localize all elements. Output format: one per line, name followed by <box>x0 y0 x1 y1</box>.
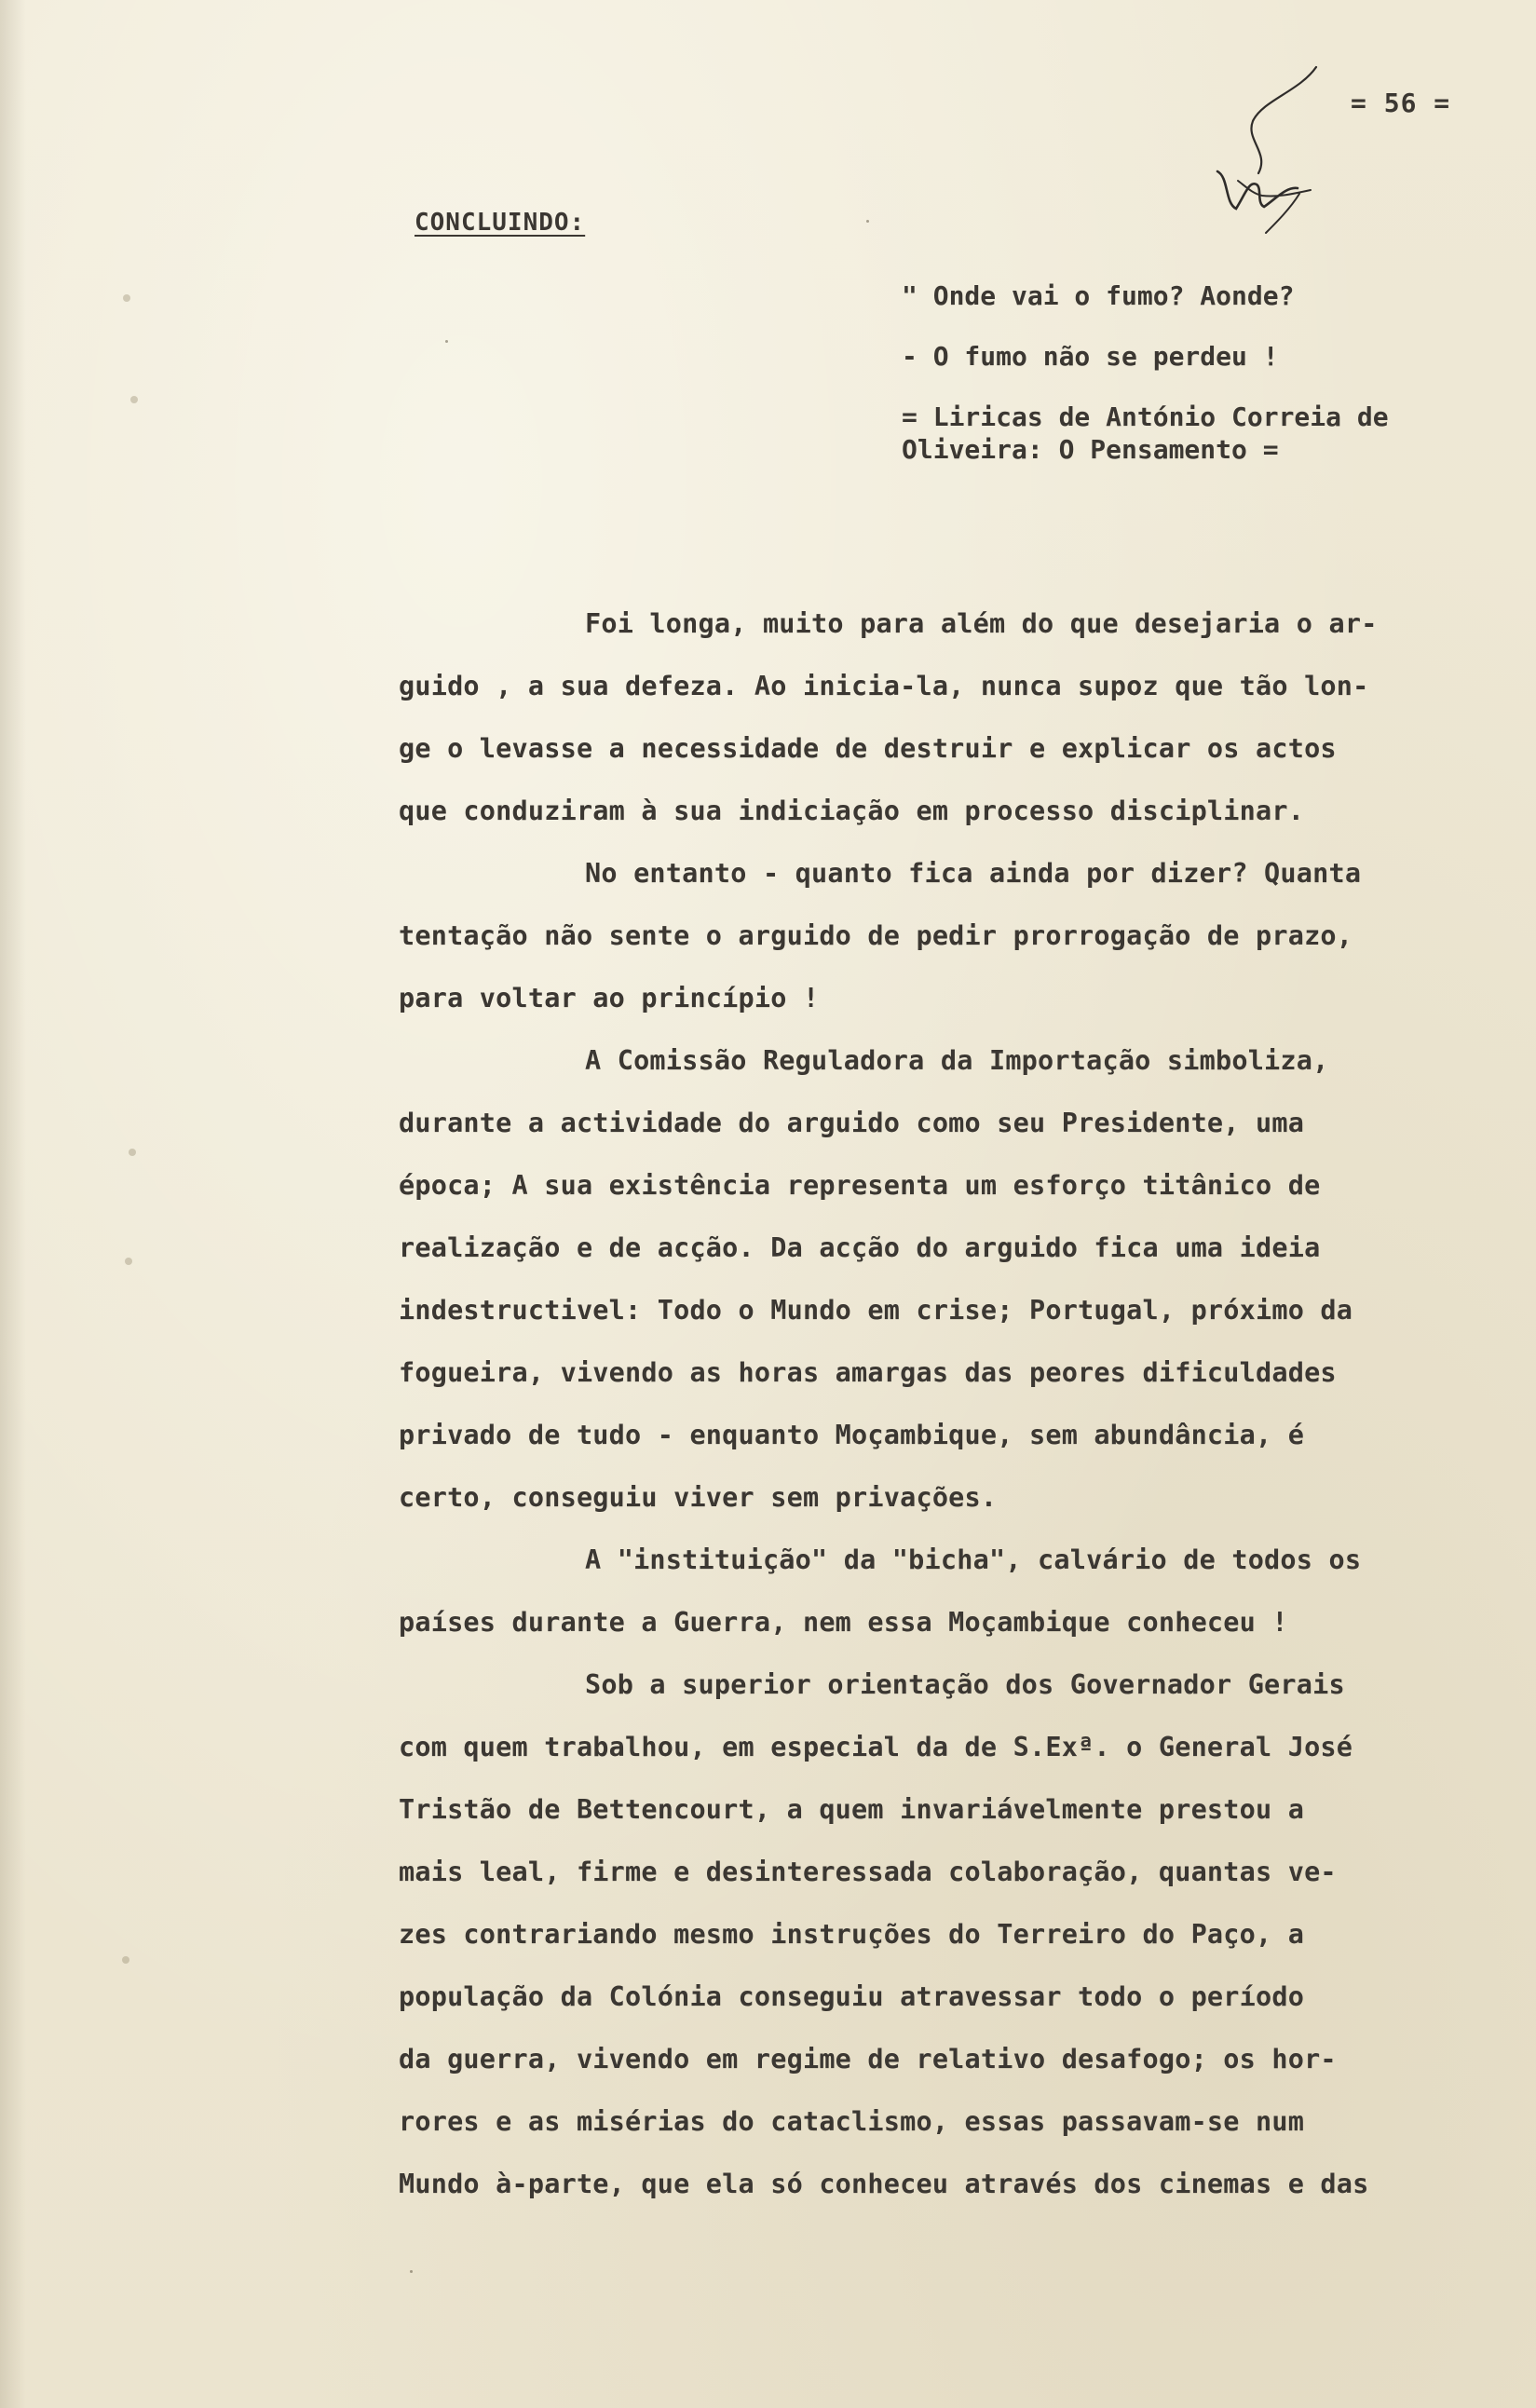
text-line: No entanto - quanto fica ainda por dizer? Quanta <box>585 858 1362 889</box>
text-line: com quem trabalhou, em especial da de S.Exª. o General José <box>399 1732 1353 1762</box>
text-line: indestructivel: Todo o Mundo em crise; Portugal, próximo da <box>399 1295 1353 1326</box>
text-line: época; A sua existência representa um esforço titânico de <box>399 1170 1321 1201</box>
punch-mark <box>125 1258 132 1265</box>
text-line: para voltar ao princípio ! <box>399 983 820 1014</box>
text-line: realização e de acção. Da acção do arguido fica uma ideia <box>399 1232 1321 1263</box>
text-line: tentação não sente o arguido de pedir prorrogação de prazo, <box>399 920 1353 951</box>
page-number: = 56 = <box>1351 88 1451 118</box>
handwritten-initials <box>1197 63 1327 240</box>
epigraph-line: " Onde vai o fumo? Aonde? <box>902 280 1295 311</box>
punch-mark <box>130 396 138 403</box>
text-line: da guerra, vivendo em regime de relativo desafogo; os hor- <box>399 2044 1337 2075</box>
paper-speck <box>445 340 448 343</box>
epigraph-line: - O fumo não se perdeu ! <box>902 341 1279 372</box>
text-line: rores e as misérias do cataclismo, essas passavam-se num <box>399 2106 1305 2137</box>
text-line: privado de tudo - enquanto Moçambique, sem abundância, é <box>399 1420 1305 1450</box>
page-edge-shadow <box>0 0 26 2408</box>
text-line: A Comissão Reguladora da Importação simboliza, <box>585 1045 1329 1076</box>
punch-mark <box>123 294 130 302</box>
text-line: A "instituição" da "bicha", calvário de todos os <box>585 1544 1362 1575</box>
text-line: fogueira, vivendo as horas amargas das peores dificuldades <box>399 1357 1337 1388</box>
punch-mark <box>129 1149 136 1156</box>
text-line: Foi longa, muito para além do que desejaria o ar- <box>585 608 1378 639</box>
body-text <box>399 592 1507 2215</box>
epigraph-attribution-line: Oliveira: O Pensamento = <box>902 434 1279 465</box>
text-line: ge o levasse a necessidade de destruir e explicar os actos <box>399 733 1337 764</box>
text-line: mais leal, firme e desinteressada colaboração, quantas ve- <box>399 1857 1337 1887</box>
text-line: certo, conseguiu viver sem privações. <box>399 1482 998 1513</box>
paper-speck <box>866 220 869 223</box>
section-heading: CONCLUINDO: <box>415 209 586 237</box>
epigraph <box>902 279 1507 466</box>
epigraph-line: = Liricas de António Correia de <box>902 401 1389 432</box>
punch-mark <box>122 1956 129 1964</box>
text-line: que conduziram à sua indiciação em processo disciplinar. <box>399 796 1305 826</box>
text-line: Tristão de Bettencourt, a quem invariávelmente prestou a <box>399 1794 1305 1825</box>
text-line: guido , a sua defeza. Ao inicia-la, nunca supoz que tão lon- <box>399 671 1369 701</box>
text-line: Mundo à-parte, que ela só conheceu através dos cinemas e das <box>399 2169 1369 2199</box>
text-line: população da Colónia conseguiu atravessar todo o período <box>399 1981 1305 2012</box>
text-line: durante a actividade do arguido como seu Presidente, uma <box>399 1108 1305 1138</box>
text-line: zes contrariando mesmo instruções do Terreiro do Paço, a <box>399 1919 1305 1950</box>
text-line: Sob a superior orientação dos Governador Gerais <box>585 1669 1345 1700</box>
text-line: países durante a Guerra, nem essa Moçambique conheceu ! <box>399 1607 1288 1638</box>
paper-speck <box>410 2270 413 2273</box>
